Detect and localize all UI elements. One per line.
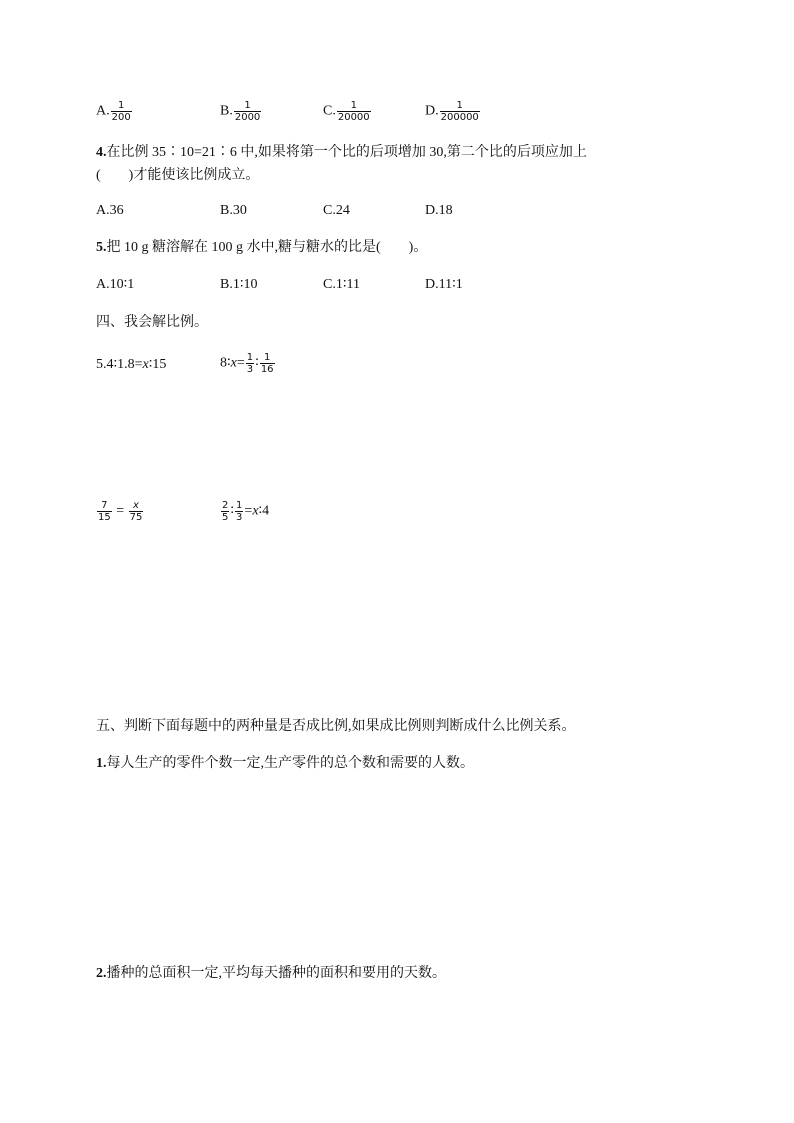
q5-option-b: B.1∶10: [220, 277, 258, 292]
section4-title: 四、我会解比例。: [96, 315, 208, 330]
fraction: $\frac{2}{5}$: [222, 500, 229, 523]
q3-option-d: D. $\frac{1}{200000}$: [425, 100, 479, 123]
section5-q2: 2.播种的总面积一定,平均每天播种的面积和要用的天数。: [96, 966, 446, 981]
q3-option-a: A. $\frac{1}{200}$: [96, 100, 131, 123]
equation-2: 8∶x= $\frac{1}{3}$ ∶ $\frac{1}{16}$: [220, 352, 274, 375]
fraction: $\frac{1}{3}$: [246, 352, 254, 375]
q4-option-b: B.30: [220, 203, 247, 218]
q5-option-c: C.1∶11: [323, 277, 360, 292]
equation-3: $\frac{7}{15}$ = $\frac{x}{75}$: [98, 500, 143, 523]
q5-option-d: D.11∶1: [425, 277, 463, 292]
q5-option-a: A.10∶1: [96, 277, 135, 292]
fraction: $\frac{1}{2000}$: [234, 100, 261, 123]
section5-title: 五、判断下面每题中的两种量是否成比例,如果成比例则判断成什么比例关系。: [96, 719, 576, 734]
q4-option-c: C.24: [323, 203, 350, 218]
q5-text: 5.把 10 g 糖溶解在 100 g 水中,糖与糖水的比是( )。: [96, 240, 428, 255]
fraction: $\frac{1}{16}$: [260, 352, 274, 375]
fraction: $\frac{1}{200}$: [111, 100, 131, 123]
fraction: $\frac{7}{15}$: [98, 500, 111, 523]
section5-q1: 1.每人生产的零件个数一定,生产零件的总个数和需要的人数。: [96, 756, 474, 771]
q4-option-a: A.36: [96, 203, 124, 218]
equation-4: $\frac{2}{5}$ ∶ $\frac{1}{3}$ =x∶4: [222, 500, 270, 523]
fraction: $\frac{x}{75}$: [129, 500, 143, 523]
equation-1: 5.4∶1.8=x∶15: [96, 357, 167, 372]
fraction: $\frac{1}{3}$: [236, 500, 243, 523]
fraction: $\frac{1}{200000}$: [440, 100, 479, 123]
q3-option-c: C. $\frac{1}{20000}$: [323, 100, 370, 123]
q4-line1: 4.在比例 35∶10=21∶6 中,如果将第一个比的后项增加 30,第二个比的后项应加上: [96, 145, 587, 160]
q4-option-d: D.18: [425, 203, 453, 218]
q4-line2: ( )才能使该比例成立。: [96, 168, 260, 183]
q3-option-b: B. $\frac{1}{2000}$: [220, 100, 261, 123]
fraction: $\frac{1}{20000}$: [337, 100, 370, 123]
